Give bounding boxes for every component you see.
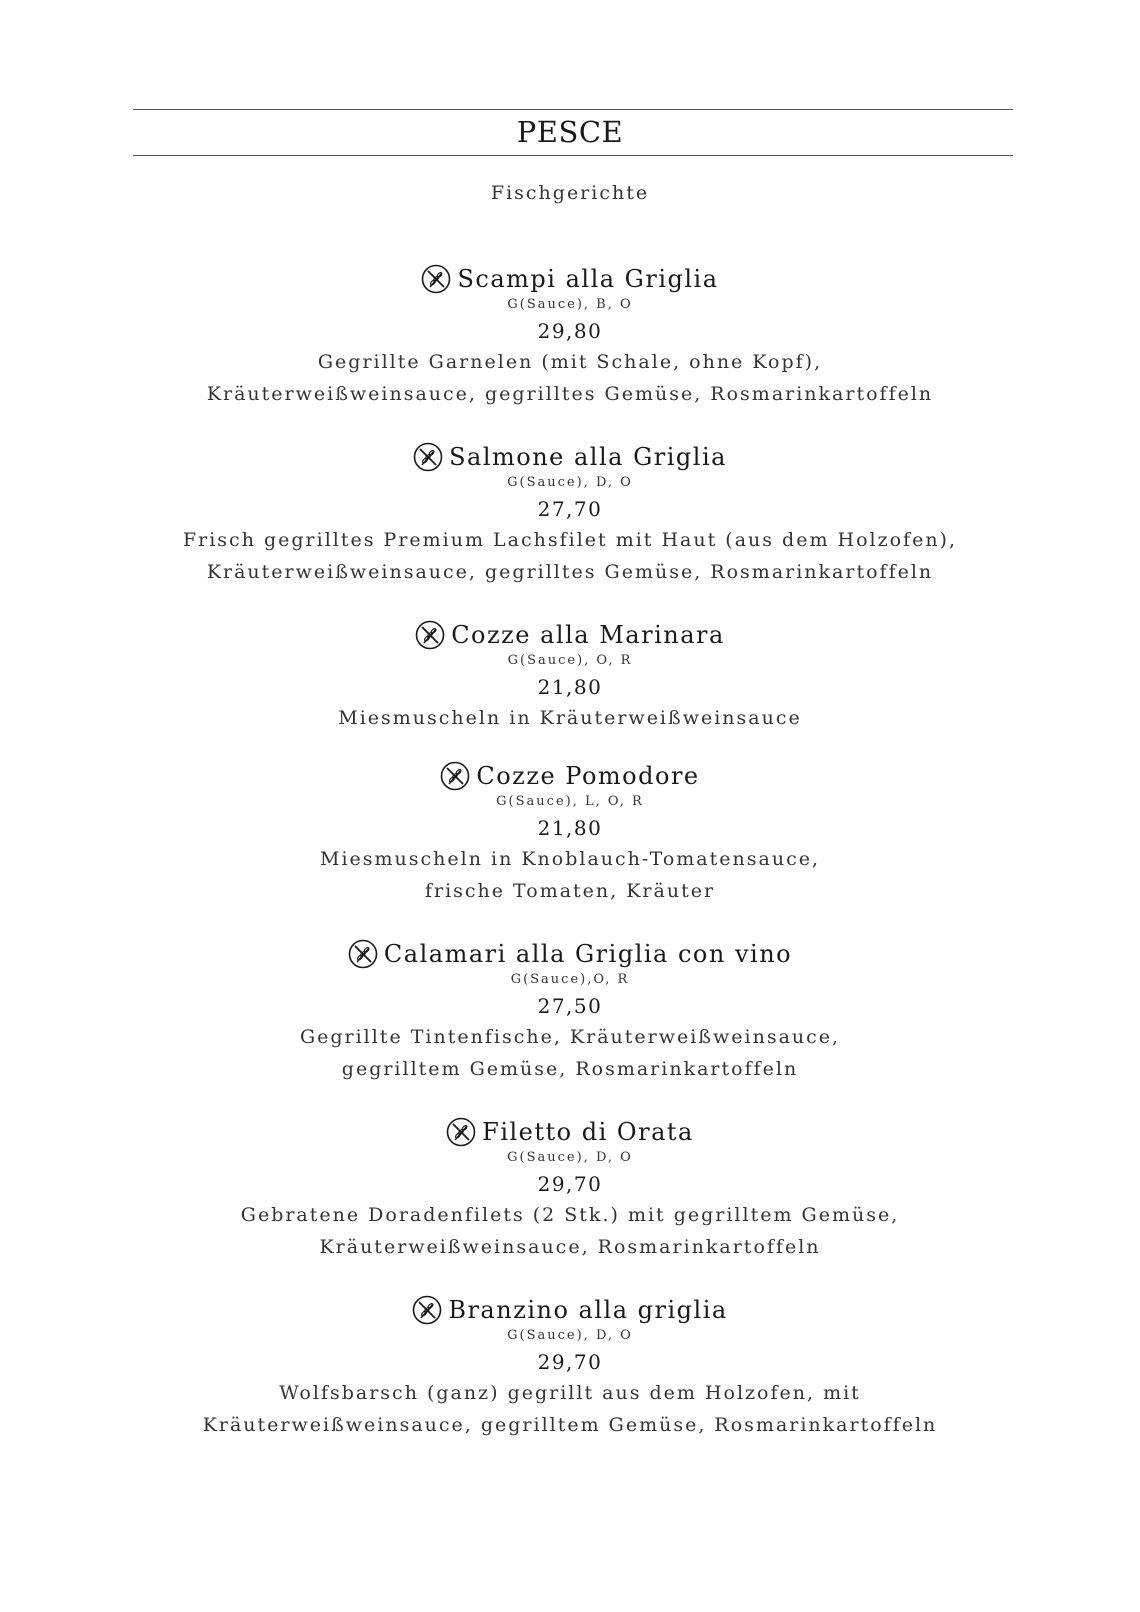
section-subtitle: Fischgerichte xyxy=(490,182,650,204)
gluten-free-icon xyxy=(413,442,443,472)
item-description-line: gegrilltem Gemüse, Rosmarinkartoffeln xyxy=(341,1058,799,1080)
item-allergens: G(Sauce), D, O xyxy=(507,1150,633,1165)
menu-item xyxy=(0,440,1140,588)
item-description-line: Kräuterweißweinsauce, gegrilltes Gemüse, Rosmarinkartoffeln xyxy=(206,383,934,405)
section-title: PESCE xyxy=(516,115,624,149)
item-name: Calamari alla Griglia con vino xyxy=(383,940,793,968)
menu-item xyxy=(0,937,1140,1085)
item-name: Branzino alla griglia xyxy=(448,1296,728,1324)
item-name: Cozze Pomodore xyxy=(476,762,700,790)
menu-item xyxy=(0,1115,1140,1263)
item-price: 29,70 xyxy=(537,1172,603,1196)
menu-item xyxy=(0,759,1140,907)
item-price: 29,80 xyxy=(537,319,603,343)
item-allergens: G(Sauce), L, O, R xyxy=(496,794,644,809)
item-price: 21,80 xyxy=(537,816,603,840)
item-description-line: frische Tomaten, Kräuter xyxy=(424,880,716,902)
gluten-free-icon xyxy=(421,264,451,294)
item-allergens: G(Sauce), B, O xyxy=(507,297,633,312)
item-allergens: G(Sauce), O, R xyxy=(507,653,633,668)
item-price: 29,70 xyxy=(537,1350,603,1374)
item-description-line: Miesmuscheln in Kräuterweißweinsauce xyxy=(338,707,802,729)
gluten-free-icon xyxy=(348,939,378,969)
menu-item xyxy=(0,262,1140,410)
menu-item xyxy=(0,618,1140,734)
item-description-line: Miesmuscheln in Knoblauch-Tomatensauce, xyxy=(320,848,820,870)
header-rule-top xyxy=(133,109,1013,110)
item-price: 27,50 xyxy=(537,994,603,1018)
item-name: Filetto di Orata xyxy=(482,1118,694,1146)
header-rule-bottom xyxy=(133,155,1013,156)
item-name: Cozze alla Marinara xyxy=(451,621,725,649)
gluten-free-icon xyxy=(412,1295,442,1325)
item-description-line: Gegrillte Garnelen (mit Schale, ohne Kopf), xyxy=(317,351,823,373)
item-description-line: Kräuterweißweinsauce, gegrilltem Gemüse, Rosmarinkartoffeln xyxy=(202,1414,938,1436)
item-allergens: G(Sauce), D, O xyxy=(507,1328,633,1343)
item-name: Salmone alla Griglia xyxy=(449,443,727,471)
item-description-line: Gebratene Doradenfilets (2 Stk.) mit gegrilltem Gemüse, xyxy=(240,1204,900,1226)
gluten-free-icon xyxy=(415,620,445,650)
item-description-line: Wolfsbarsch (ganz) gegrillt aus dem Holzofen, mit xyxy=(279,1382,861,1404)
item-description-line: Gegrillte Tintenfische, Kräuterweißweinsauce, xyxy=(299,1026,841,1048)
item-description-line: Kräuterweißweinsauce, gegrilltes Gemüse, Rosmarinkartoffeln xyxy=(206,561,934,583)
item-allergens: G(Sauce), D, O xyxy=(507,475,633,490)
menu-item xyxy=(0,1293,1140,1441)
item-description-line: Kräuterweißweinsauce, Rosmarinkartoffeln xyxy=(319,1236,821,1258)
item-description-line: Frisch gegrilltes Premium Lachsfilet mit Haut (aus dem Holzofen), xyxy=(182,529,958,551)
item-name: Scampi alla Griglia xyxy=(457,265,719,293)
gluten-free-icon xyxy=(440,761,470,791)
item-price: 27,70 xyxy=(537,497,603,521)
item-allergens: G(Sauce),O, R xyxy=(510,972,630,987)
item-price: 21,80 xyxy=(537,675,603,699)
gluten-free-icon xyxy=(446,1117,476,1147)
